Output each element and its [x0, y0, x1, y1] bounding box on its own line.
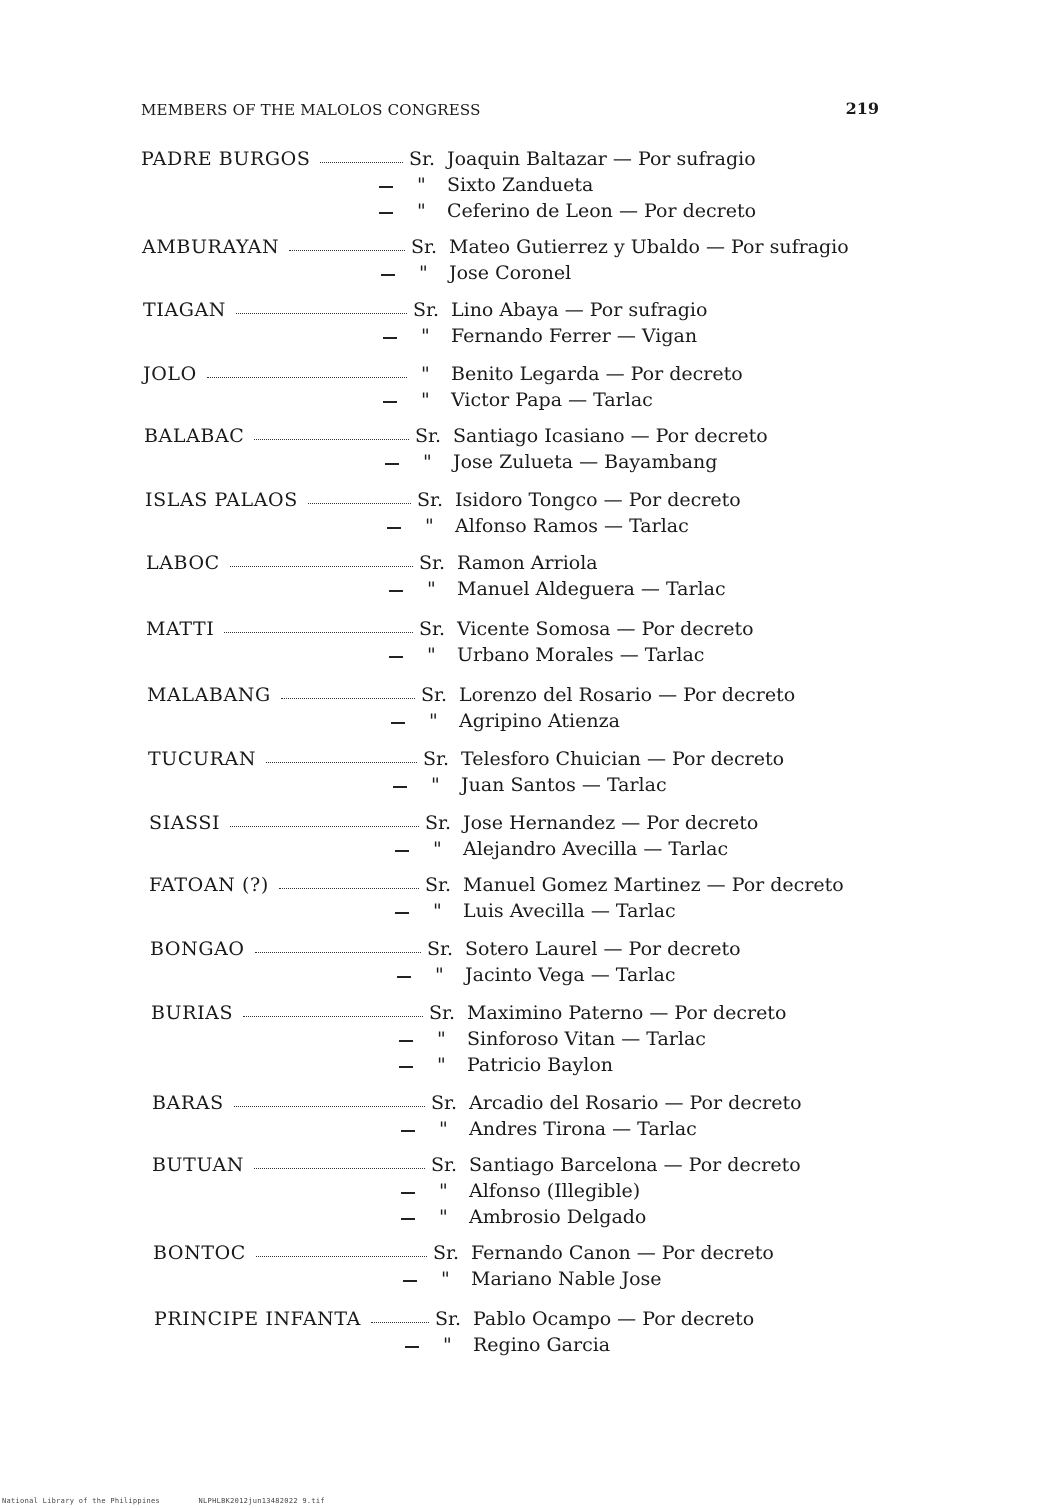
member-name: Sinforoso Vitan — Tarlac [467, 1028, 706, 1050]
member-name: Isidoro Tongco — Por decreto [455, 489, 741, 511]
honorific: " [441, 1268, 450, 1290]
member-name: Santiago Icasiano — Por decreto [453, 425, 768, 447]
member-line [143, 389, 900, 415]
ditto-dash [405, 1346, 419, 1348]
running-title: MEMBERS OF THE MALOLOS CONGRESS [141, 101, 481, 119]
member-line [152, 1180, 900, 1206]
place-name: TUCURAN [148, 748, 257, 770]
ditto-dash [379, 186, 393, 188]
member-line [153, 1268, 900, 1294]
place-name: LABOC [146, 552, 220, 574]
place-name: BURIAS [151, 1002, 234, 1024]
member-name: Jose Coronel [449, 262, 572, 284]
member-name: Victor Papa — Tarlac [451, 389, 653, 411]
honorific: Sr. [429, 1002, 456, 1024]
member-line [146, 552, 900, 578]
member-entry [149, 874, 900, 934]
member-line [145, 515, 900, 541]
honorific: " [427, 644, 436, 666]
member-line [149, 900, 900, 926]
dot-leader [255, 952, 421, 953]
place-name: MALABANG [147, 684, 271, 706]
member-name: Joaquin Baltazar — Por sufragio [447, 148, 756, 170]
ditto-dash [401, 1218, 415, 1220]
dot-leader [256, 1256, 427, 1257]
member-entry [151, 1002, 900, 1076]
member-name: Arcadio del Rosario — Por decreto [469, 1092, 802, 1114]
member-line [144, 425, 900, 451]
place-name: BONTOC [153, 1242, 246, 1264]
member-entry [143, 363, 900, 423]
member-entry [150, 938, 900, 998]
member-line [150, 938, 900, 964]
dot-leader [230, 566, 413, 567]
place-name: BARAS [152, 1092, 224, 1114]
member-name: Sixto Zandueta [447, 174, 594, 196]
library-credit: National Library of the Philippines [2, 1497, 161, 1505]
member-entry [143, 299, 900, 359]
honorific: " [425, 515, 434, 537]
honorific: " [439, 1118, 448, 1140]
member-name: Mariano Nable Jose [471, 1268, 662, 1290]
ditto-dash [391, 722, 405, 724]
member-line [154, 1334, 900, 1360]
honorific: Sr. [423, 748, 450, 770]
member-name: Benito Legarda — Por decreto [451, 363, 743, 385]
member-name: Ramon Arriola [457, 552, 598, 574]
member-entry [141, 148, 900, 222]
place-name: ISLAS PALAOS [145, 489, 298, 511]
ditto-dash [389, 590, 403, 592]
honorific: Sr. [409, 148, 436, 170]
member-name: Sotero Laurel — Por decreto [465, 938, 741, 960]
dot-leader [207, 377, 407, 378]
ditto-dash [379, 212, 393, 214]
place-name: TIAGAN [143, 299, 227, 321]
honorific: Sr. [431, 1092, 458, 1114]
honorific: " [439, 1206, 448, 1228]
dot-leader [254, 1168, 425, 1169]
ditto-dash [401, 1192, 415, 1194]
ditto-dash [383, 401, 397, 403]
member-line [144, 451, 900, 477]
member-entry [154, 1308, 900, 1368]
dot-leader [289, 250, 405, 251]
honorific: Sr. [415, 425, 442, 447]
place-name: JOLO [143, 363, 197, 385]
place-name: BONGAO [150, 938, 245, 960]
dot-leader [230, 826, 419, 827]
member-entry [144, 425, 900, 485]
honorific: Sr. [413, 299, 440, 321]
place-name: SIASSI [149, 812, 221, 834]
dot-leader [254, 439, 409, 440]
member-entry [153, 1242, 900, 1302]
ditto-dash [399, 1066, 413, 1068]
honorific: Sr. [435, 1308, 462, 1330]
honorific: " [417, 174, 426, 196]
place-name: FATOAN (?) [149, 874, 269, 896]
honorific: " [419, 262, 428, 284]
place-name: BUTUAN [152, 1154, 245, 1176]
member-name: Agripino Atienza [459, 710, 620, 732]
ditto-dash [399, 1040, 413, 1042]
member-line [141, 148, 900, 174]
member-entry [149, 812, 900, 872]
member-name: Fernando Ferrer — Vigan [451, 325, 698, 347]
member-name: Telesforo Chuician — Por decreto [461, 748, 785, 770]
ditto-dash [397, 976, 411, 978]
member-name: Lino Abaya — Por sufragio [451, 299, 708, 321]
ditto-dash [395, 850, 409, 852]
ditto-dash [393, 786, 407, 788]
dot-leader [224, 632, 413, 633]
member-name: Fernando Canon — Por decreto [471, 1242, 774, 1264]
member-line [146, 578, 900, 604]
dot-leader [320, 162, 403, 163]
honorific: Sr. [425, 874, 452, 896]
member-entry [147, 684, 900, 744]
member-name: Maximino Paterno — Por decreto [467, 1002, 787, 1024]
honorific: " [423, 451, 432, 473]
dot-leader [279, 888, 419, 889]
ditto-dash [389, 656, 403, 658]
honorific: " [421, 389, 430, 411]
dot-leader [281, 698, 415, 699]
honorific: Sr. [427, 938, 454, 960]
member-name: Jose Zulueta — Bayambang [453, 451, 718, 473]
place-name: PADRE BURGOS [141, 148, 311, 170]
dot-leader [266, 762, 417, 763]
member-name: Urbano Morales — Tarlac [457, 644, 705, 666]
member-name: Ambrosio Delgado [469, 1206, 647, 1228]
member-entry [152, 1154, 900, 1228]
member-line [154, 1308, 900, 1334]
member-name: Alejandro Avecilla — Tarlac [463, 838, 729, 860]
member-name: Vicente Somosa — Por decreto [457, 618, 754, 640]
member-line [147, 710, 900, 736]
dot-leader [371, 1322, 429, 1323]
member-entry [146, 552, 900, 612]
member-name: Manuel Aldeguera — Tarlac [457, 578, 726, 600]
member-name: Lorenzo del Rosario — Por decreto [459, 684, 796, 706]
dot-leader [234, 1106, 425, 1107]
member-line [152, 1206, 900, 1232]
member-line [143, 363, 900, 389]
member-line [152, 1118, 900, 1144]
member-line [151, 1028, 900, 1054]
honorific: Sr. [419, 618, 446, 640]
member-line [148, 774, 900, 800]
member-line [149, 812, 900, 838]
honorific: " [433, 838, 442, 860]
honorific: " [421, 363, 430, 385]
member-line [151, 1054, 900, 1080]
place-name: BALABAC [144, 425, 245, 447]
member-line [152, 1154, 900, 1180]
member-name: Andres Tirona — Tarlac [469, 1118, 697, 1140]
honorific: " [427, 578, 436, 600]
member-line [153, 1242, 900, 1268]
place-name: MATTI [146, 618, 215, 640]
member-line [151, 1002, 900, 1028]
member-name: Jacinto Vega — Tarlac [465, 964, 676, 986]
member-line [148, 748, 900, 774]
member-line [141, 200, 900, 226]
honorific: " [417, 200, 426, 222]
ditto-dash [401, 1130, 415, 1132]
honorific: " [437, 1054, 446, 1076]
honorific: Sr. [433, 1242, 460, 1264]
ditto-dash [387, 527, 401, 529]
honorific: " [433, 900, 442, 922]
member-line [146, 644, 900, 670]
member-name: Pablo Ocampo — Por decreto [473, 1308, 755, 1330]
member-name: Juan Santos — Tarlac [461, 774, 667, 796]
scan-filename: NLPHLBK2012jun13482022 9.tif [198, 1497, 325, 1505]
place-name: PRINCIPE INFANTA [154, 1308, 361, 1330]
member-entry [146, 618, 900, 678]
member-entry [148, 748, 900, 808]
member-line [152, 1092, 900, 1118]
member-line [146, 618, 900, 644]
page-number: 219 [845, 99, 879, 118]
dot-leader [243, 1016, 423, 1017]
honorific: " [431, 774, 440, 796]
ditto-dash [381, 274, 395, 276]
honorific: Sr. [425, 812, 452, 834]
honorific: Sr. [431, 1154, 458, 1176]
member-name: Manuel Gomez Martinez — Por decreto [463, 874, 844, 896]
ditto-dash [403, 1280, 417, 1282]
member-name: Ceferino de Leon — Por decreto [447, 200, 757, 222]
member-line [149, 838, 900, 864]
member-name: Luis Avecilla — Tarlac [463, 900, 676, 922]
member-line [143, 299, 900, 325]
honorific: " [435, 964, 444, 986]
member-line [142, 236, 900, 262]
honorific: " [421, 325, 430, 347]
honorific: Sr. [419, 552, 446, 574]
member-entry [152, 1092, 900, 1152]
member-name: Alfonso Ramos — Tarlac [455, 515, 689, 537]
member-name: Regino Garcia [473, 1334, 611, 1356]
member-line [143, 325, 900, 351]
ditto-dash [383, 337, 397, 339]
member-name: Mateo Gutierrez y Ubaldo — Por sufragio [449, 236, 849, 258]
member-line [141, 174, 900, 200]
honorific: Sr. [421, 684, 448, 706]
ditto-dash [395, 912, 409, 914]
honorific: " [429, 710, 438, 732]
member-entry [145, 489, 900, 549]
honorific: Sr. [411, 236, 438, 258]
member-name: Patricio Baylon [467, 1054, 614, 1076]
honorific: " [439, 1180, 448, 1202]
member-entry [142, 236, 900, 296]
member-line [142, 262, 900, 288]
member-name: Santiago Barcelona — Por decreto [469, 1154, 801, 1176]
member-name: Jose Hernandez — Por decreto [463, 812, 759, 834]
member-line [145, 489, 900, 515]
honorific: " [443, 1334, 452, 1356]
member-name: Alfonso (Illegible) [469, 1180, 641, 1202]
honorific: " [437, 1028, 446, 1050]
dot-leader [236, 313, 407, 314]
member-line [147, 684, 900, 710]
member-line [150, 964, 900, 990]
dot-leader [308, 503, 411, 504]
place-name: AMBURAYAN [142, 236, 280, 258]
honorific: Sr. [417, 489, 444, 511]
scan-footer [2, 1497, 359, 1505]
ditto-dash [385, 463, 399, 465]
member-line [149, 874, 900, 900]
